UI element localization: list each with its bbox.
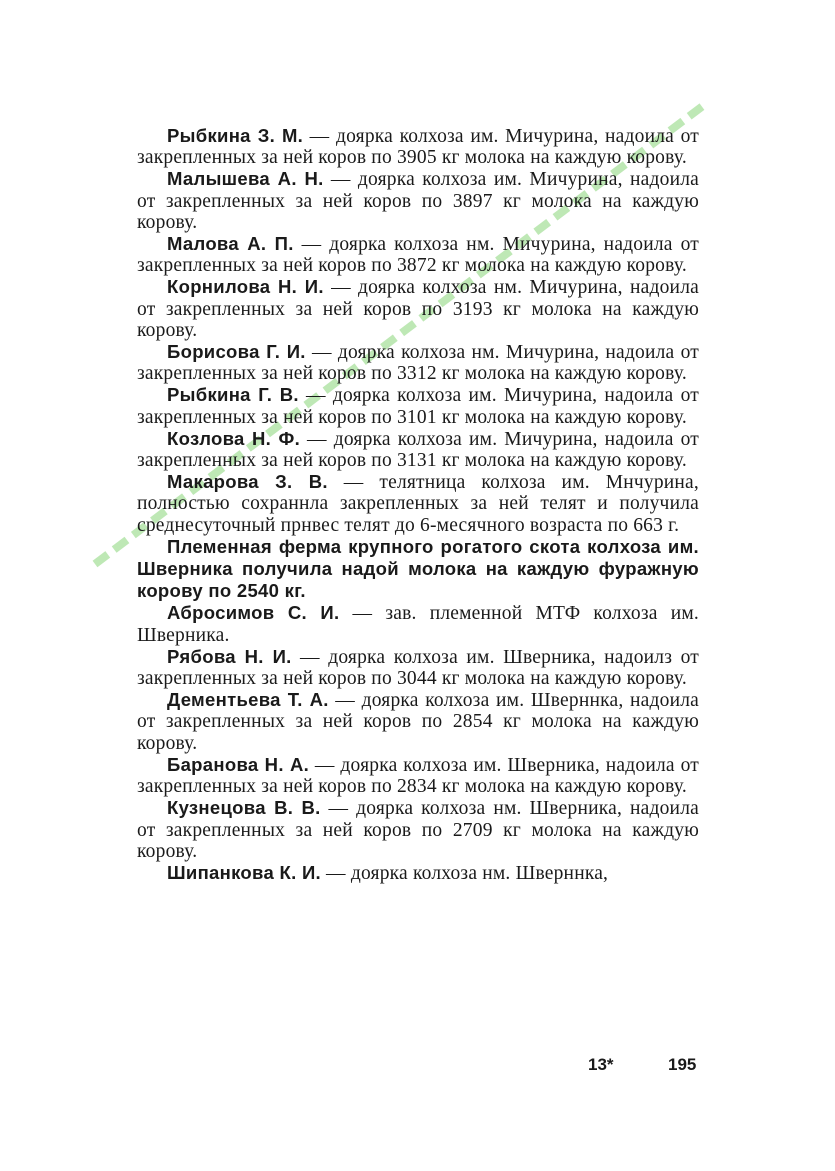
entry-name: Дементьева Т. А. xyxy=(167,689,329,711)
entry-text: — доярка колхоза нм. Мичурина, надоила от закрепленных за ней коров по 3312 кг молока на каждую корову. xyxy=(137,342,699,385)
entry-text: — доярка колхоза нм. Шверника, надоила от закрепленных за ней коров по 2709 кг молока на каждую корову. xyxy=(137,798,699,862)
entry-text: — зав. племенной МТФ колхоза им. Шверника. xyxy=(137,603,699,646)
text-block xyxy=(137,125,699,884)
entry-text: — доярка колхоза им. Мичурина, надоила от закрепленных за ней коров по 3101 кг молока на каждую корову. xyxy=(137,385,699,428)
entry-10 xyxy=(137,602,699,645)
entry-12 xyxy=(137,689,699,754)
entry-15 xyxy=(137,862,699,884)
entry-text: — доярка колхоза им. Шверника, надоилз от закрепленных за ней коров по 3044 кг молока на каждую корову. xyxy=(137,646,699,690)
entry-name: Малова А. П. xyxy=(167,233,294,255)
entry-name: Макарова З. В. xyxy=(167,471,328,493)
entry-name: Борисова Г. И. xyxy=(167,341,306,363)
signature-mark: 13* xyxy=(588,1055,614,1074)
entry-name: Рыбкина Г. В. xyxy=(167,384,299,406)
entry-name: Кузнецова В. В. xyxy=(167,797,321,819)
entry-text: — доярка колхоза им. Мичурина, надоила от закрепленных за ней коров по 3131 кг молока на каждую корову. xyxy=(137,428,699,472)
entry-name: Корнилова Н. И. xyxy=(167,276,324,298)
entry-text: — доярка колхоза нм. Мичурина, надоила от закрепленных за ней коров по 3193 кг молока на каждую корову. xyxy=(137,277,699,341)
entry-text: — доярка колхоза им. Мичурина, надоила от закрепленных за ней коров по 3897 кг молока на каждую корову. xyxy=(137,169,699,233)
entry-text: — доярка колхоза им. Мичурина, надоила от закрепленных за ней коров по 3905 кг молока на каждую корову. xyxy=(137,126,699,169)
entry-name: Шипанкова К. И. xyxy=(167,861,321,883)
entry-name: Баранова Н. А. xyxy=(167,753,310,775)
entry-1 xyxy=(137,125,699,168)
entry-7 xyxy=(137,428,699,471)
entry-text: — доярка колхоза нм. Мичурина, надоила от закрепленных за ней коров по 3872 кг молока на каждую корову. xyxy=(137,234,699,277)
entry-name: Племенная ферма крупного рогатого скота колхоза им. Шверника получила надой молока на каждую фуражную корову по 2540 кг. xyxy=(137,535,699,602)
entry-8 xyxy=(137,471,699,536)
entry-name: Абросимов С. И. xyxy=(167,602,340,624)
entry-text: — доярка колхоза им. Шверннка, надоила от закрепленных за ней коров по 2854 кг молока на каждую корову. xyxy=(137,690,699,754)
entry-name: Рыбкина З. М. xyxy=(167,125,304,146)
entry-5 xyxy=(137,341,699,384)
entry-3 xyxy=(137,233,699,276)
entry-text: — телятница колхоза им. Мнчурина, полностью сохраннла закрепленных за ней телят и получила среднесуточный прнвес телят до 6-месячного возраста по 663 г. xyxy=(137,472,699,536)
page-footer xyxy=(0,1055,835,1079)
entry-14 xyxy=(137,797,699,862)
entry-text: — доярка колхоза нм. Шверннка, xyxy=(320,862,609,884)
entry-name: Рябова Н. И. xyxy=(167,645,292,667)
entry-name: Малышева А. Н. xyxy=(167,168,324,190)
entry-name: Козлова Н. Ф. xyxy=(167,427,301,449)
entry-2 xyxy=(137,168,699,233)
entry-13 xyxy=(137,754,699,797)
entry-6 xyxy=(137,384,699,427)
entry-9 xyxy=(137,536,699,603)
entry-text: — доярка колхоза им. Шверника, надоила от закрепленных за ней коров по 2834 кг молока на каждую корову. xyxy=(137,754,699,798)
page-number: 195 xyxy=(668,1055,697,1074)
entry-11 xyxy=(137,646,699,689)
entry-4 xyxy=(137,276,699,341)
